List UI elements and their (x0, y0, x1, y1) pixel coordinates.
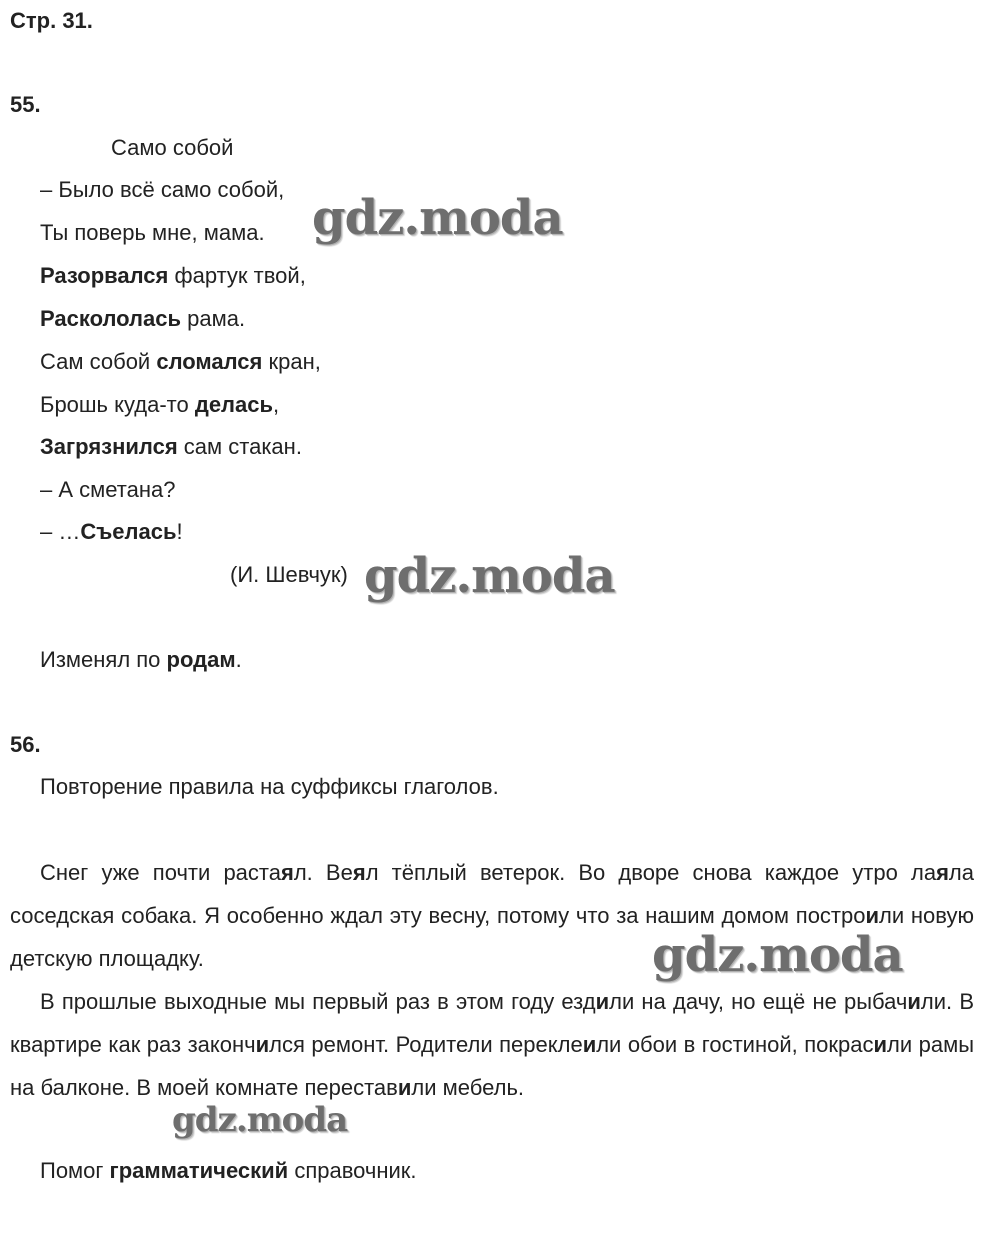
text-run: – … (40, 519, 81, 544)
poem-line (40, 519, 183, 545)
bold-text: Съелась (80, 519, 177, 544)
text-run: фартук твой, (168, 263, 306, 288)
text-run: Брошь куда-то (40, 392, 195, 417)
text-run: – А сметана? (40, 477, 176, 502)
watermark-logo: gdz.moda (652, 927, 903, 983)
text-run: , (273, 392, 280, 417)
exercise-55-note (40, 647, 242, 673)
watermark-logo: gdz.moda (172, 1100, 348, 1140)
bold-text: я (936, 860, 949, 885)
poem-title: Само собой (111, 135, 234, 160)
bold-text: Загрязнился (40, 434, 178, 459)
bold-text: и (595, 989, 610, 1014)
exercise-56-paragraph-2 (10, 980, 974, 1109)
watermark-logo: gdz.moda (364, 548, 615, 604)
bold-text: и (582, 1032, 597, 1057)
poem-line (40, 392, 279, 418)
poem-line (40, 434, 302, 460)
poem-line (40, 177, 284, 203)
exercise-56-note (40, 1158, 417, 1184)
poem-line (40, 220, 265, 246)
text-run: ла соседская собака. Я особенно ждал эту весну, потому что за нашим домом постро (10, 860, 974, 928)
text-run: справочник. (288, 1158, 417, 1183)
text-run: ли. В квартире как раз законч (10, 989, 974, 1057)
bold-text: сломался (156, 349, 263, 374)
bold-text: и (873, 1032, 887, 1057)
text-run: л тёплый ветерок. Во дворе снова каждое утро ла (365, 860, 937, 885)
poem-line (40, 477, 175, 503)
bold-text: и (907, 989, 921, 1014)
bold-text: и (865, 903, 880, 928)
poem-author: (И. Шевчук) (230, 562, 348, 587)
bold-text: и (397, 1075, 412, 1100)
text-run: ! (176, 519, 183, 544)
text-run: ли мебель. (411, 1075, 525, 1100)
text-run: . (235, 647, 242, 672)
text-run: лся ремонт. Родители переклe (269, 1032, 583, 1057)
text-run: Снег уже почти раста (40, 860, 281, 885)
text-run: рама. (181, 306, 246, 331)
exercise-56-intro: Повторение правила на суффиксы глаголов. (40, 774, 499, 799)
bold-text: Раскололась (40, 306, 182, 331)
page-header: Стр. 31. (10, 8, 93, 33)
exercise-number-56: 56. (10, 732, 41, 757)
bold-text: родам (166, 647, 236, 672)
bold-text: и (255, 1032, 270, 1057)
text-run: ли обои в гостиной, покрас (596, 1032, 874, 1057)
text-run: ли на дачу, но ещё не рыбач (609, 989, 908, 1014)
text-run: кран, (262, 349, 321, 374)
text-run: ли рамы на балконе. В моей комнате перестав (10, 1032, 975, 1100)
text-run: Помог (40, 1158, 110, 1183)
poem-line (40, 349, 321, 375)
poem-line (40, 306, 245, 332)
bold-text: делась (194, 392, 274, 417)
text-run: сам стакан. (177, 434, 302, 459)
poem-line (40, 263, 306, 289)
text-run: л. Ве (293, 860, 353, 885)
exercise-number-55: 55. (10, 92, 41, 117)
text-run: Сам собой (40, 349, 157, 374)
text-run: В прошлые выходные мы первый раз в этом году езд (40, 989, 596, 1014)
text-run: Изменял по (40, 647, 167, 672)
text-run: – Было всё само собой, (40, 177, 285, 202)
bold-text: я (352, 860, 366, 885)
text-run: Ты поверь мне, мама. (40, 220, 265, 245)
bold-text: грамматический (109, 1158, 289, 1183)
text-run: ли новую детскую площадку. (10, 903, 974, 971)
bold-text: Разорвался (40, 263, 169, 288)
bold-text: я (280, 860, 294, 885)
watermark-logo: gdz.moda (312, 190, 563, 246)
